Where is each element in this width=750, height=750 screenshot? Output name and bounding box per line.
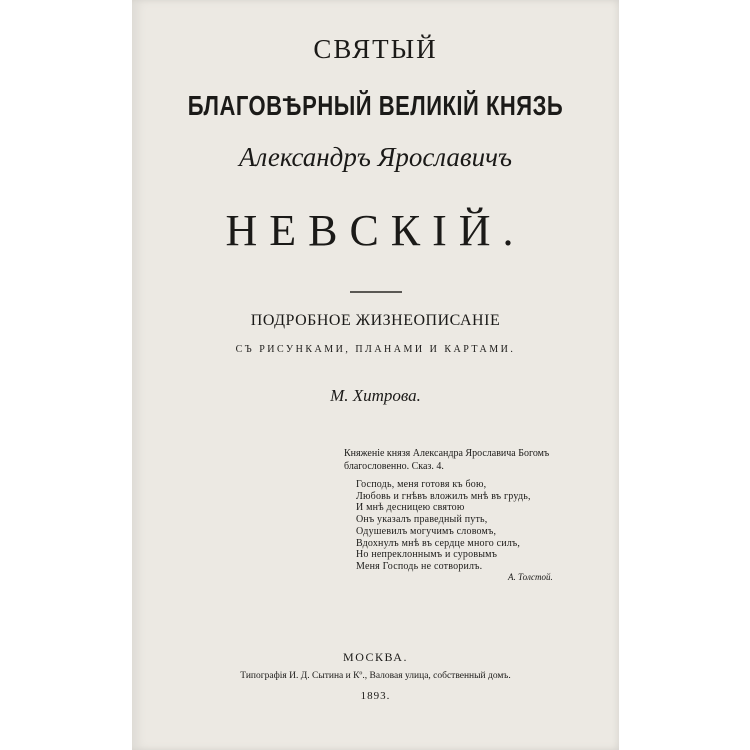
title-line-1: СВЯТЫЙ xyxy=(313,34,438,64)
epigraph-heading-line-2: благословенно. Сказ. 4. xyxy=(344,461,444,472)
verse-line: Вдохнулъ мнѣ въ сердце много силъ, xyxy=(356,537,521,549)
verse-line: И мнѣ десницею святою xyxy=(356,502,465,514)
subtitle-line-2: СЪ РИСУНКАМИ, ПЛАНАМИ И КАРТАМИ. xyxy=(235,344,516,355)
divider-rule xyxy=(350,291,402,293)
subtitle-line-1: ПОДРОБНОЕ ЖИЗНЕОПИСАНІЕ xyxy=(250,312,501,329)
epigraph-verse xyxy=(356,479,531,573)
verse-line: Но непреклоннымъ и суровымъ xyxy=(356,549,498,561)
author-name: М. Хитрова. xyxy=(330,386,421,405)
verse-line: Онъ указалъ праведный путь, xyxy=(356,514,488,526)
verse-line: Господь, меня готовя къ бою, xyxy=(356,479,487,490)
title-page xyxy=(132,0,619,750)
imprint-printer: Типографія И. Д. Сытина и Кº., Валовая улица, собственный домъ. xyxy=(240,671,511,681)
imprint-year: 1893. xyxy=(360,690,391,702)
title-line-4: НЕВСКІЙ. xyxy=(225,206,526,255)
verse-line: Любовь и гнѣвъ вложилъ мнѣ въ грудь, xyxy=(356,490,531,502)
epigraph-heading-line-1: Княженіе князя Александра Ярославича Богомъ xyxy=(344,448,550,459)
title-line-2: БЛАГОВѢРНЫЙ ВЕЛИКІЙ КНЯЗЬ xyxy=(187,90,564,122)
title-line-3: Александръ Ярославичъ xyxy=(238,142,513,172)
epigraph-heading xyxy=(344,447,614,473)
imprint-city: МОСКВА. xyxy=(343,650,408,664)
epigraph-poet: А. Толстой. xyxy=(508,572,553,582)
verse-line: Меня Господь не сотворилъ. xyxy=(356,560,483,572)
verse-line: Одушевилъ могучимъ словомъ, xyxy=(356,525,497,537)
